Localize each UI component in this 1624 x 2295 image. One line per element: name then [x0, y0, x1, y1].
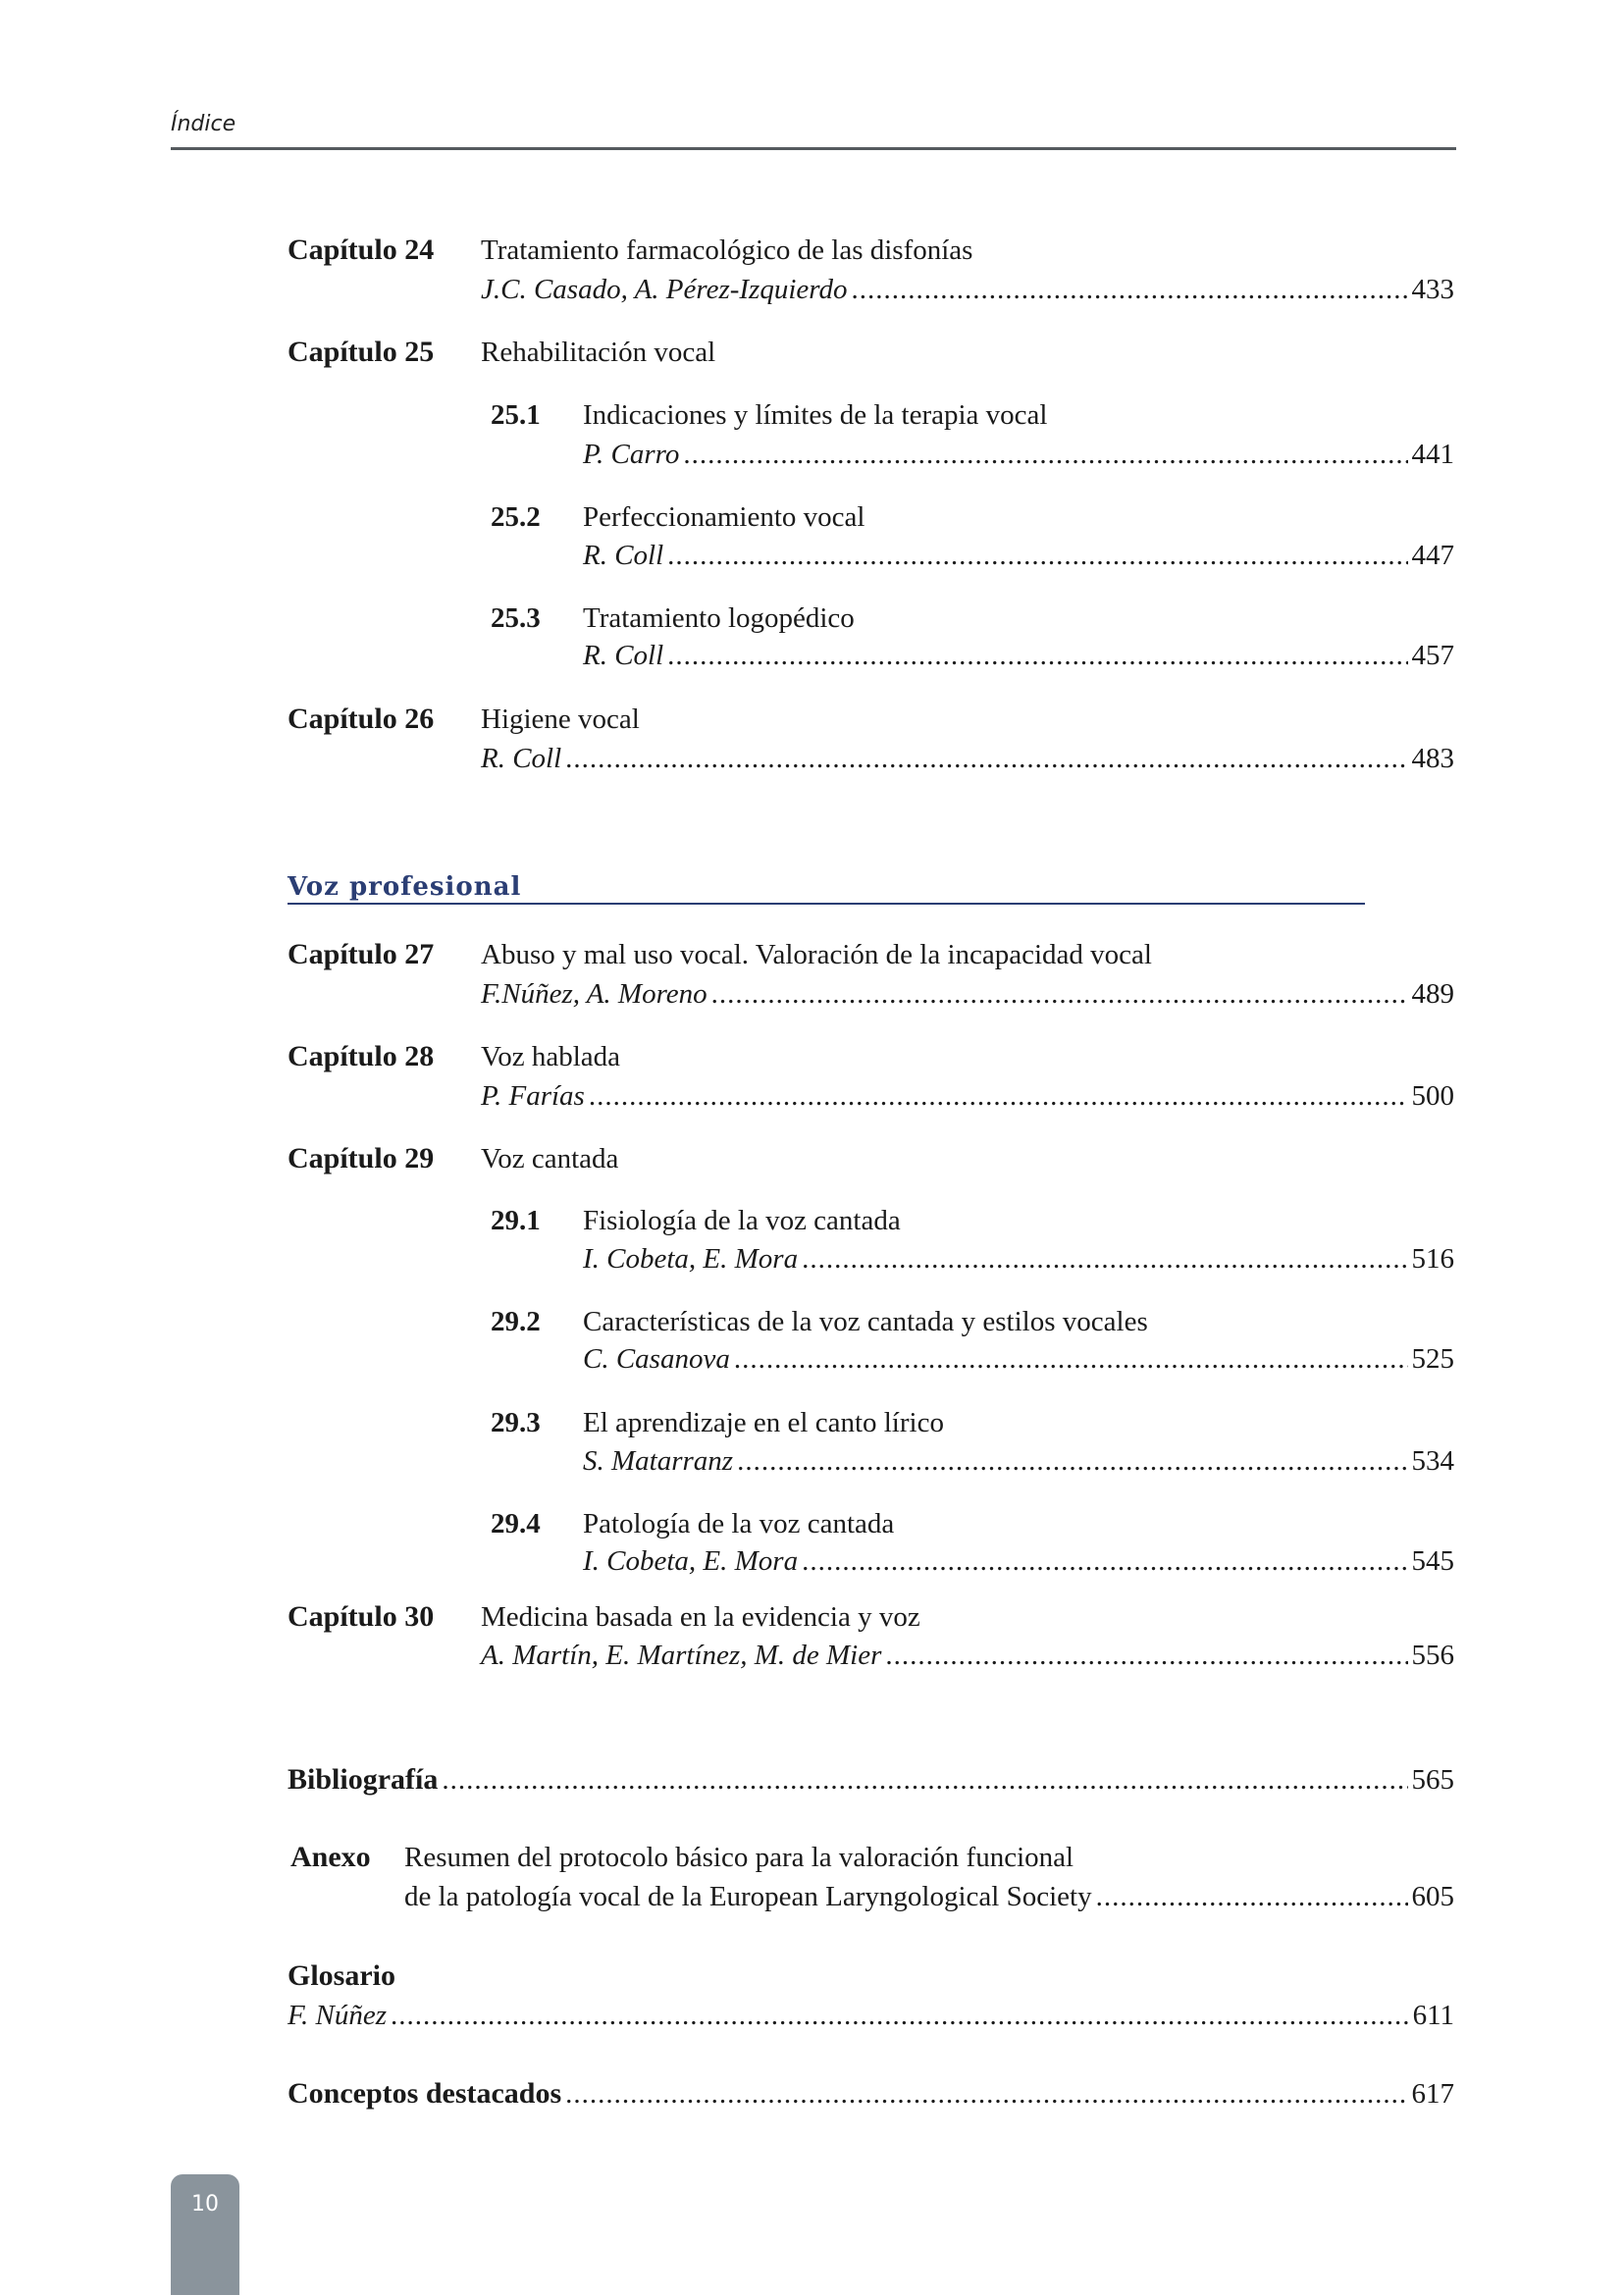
page-number: 565: [1411, 1764, 1454, 1796]
toc-entry-link[interactable]: [583, 438, 1454, 471]
anexo-label: Anexo: [290, 1841, 371, 1873]
chapter-title: Voz hablada: [481, 1041, 620, 1072]
section-number: 29.2: [491, 1306, 541, 1337]
section-number: 29.3: [491, 1407, 541, 1438]
bibliografia-label: Bibliografía: [288, 1763, 439, 1796]
glosario-label: Glosario: [288, 1959, 395, 1992]
section-title: Fisiología de la voz cantada: [583, 1205, 901, 1236]
dot-leader: [737, 1444, 1407, 1478]
dot-leader: [667, 639, 1407, 672]
section-title: Características de la voz cantada y estilos vocales: [583, 1306, 1148, 1337]
conceptos-label: Conceptos destacados: [288, 2077, 562, 2110]
dot-leader: [802, 1544, 1407, 1578]
dot-leader: [802, 1242, 1407, 1276]
anexo-entry[interactable]: [404, 1880, 1454, 1913]
page-number: 525: [1411, 1343, 1454, 1375]
bibliografia-entry[interactable]: [288, 1763, 1454, 1797]
running-header: [171, 112, 1456, 150]
section-title: Indicaciones y límites de la terapia vocal: [583, 399, 1048, 431]
chapter-author: F.Núñez, A. Moreno: [481, 978, 707, 1010]
chapter-author: R. Coll: [481, 743, 562, 774]
chapter-label: Capítulo 30: [288, 1600, 435, 1633]
page-number: 556: [1411, 1640, 1454, 1671]
glosario-entry[interactable]: [288, 1999, 1454, 2032]
page-number: 441: [1411, 439, 1454, 470]
page-number: 457: [1411, 640, 1454, 671]
section-author: I. Cobeta, E. Mora: [583, 1545, 799, 1577]
page-number: 500: [1411, 1080, 1454, 1112]
section-author: R. Coll: [583, 640, 664, 671]
dot-leader: [565, 742, 1407, 775]
chapter-author: A. Martín, E. Martínez, M. de Mier: [481, 1640, 882, 1671]
toc-entry-link[interactable]: [481, 977, 1454, 1011]
page-number-label: 10: [191, 2192, 219, 2217]
dot-leader: [442, 1763, 1407, 1797]
glosario-author: F. Núñez: [288, 2000, 387, 2031]
toc-entry-link[interactable]: [583, 1544, 1454, 1578]
page-number: 617: [1411, 2078, 1454, 2110]
chapter-label: Capítulo 25: [288, 336, 435, 368]
chapter-title: Voz cantada: [481, 1143, 619, 1174]
section-number: 29.4: [491, 1508, 541, 1539]
page-number-tab: [171, 2174, 239, 2295]
dot-leader: [885, 1639, 1407, 1672]
page-number: 611: [1412, 2000, 1454, 2031]
toc-entry-link[interactable]: [583, 1444, 1454, 1478]
chapter-label: Capítulo 26: [288, 703, 435, 735]
dot-leader: [711, 977, 1408, 1011]
section-author: S. Matarranz: [583, 1445, 734, 1477]
toc-entry-link[interactable]: [481, 1079, 1454, 1113]
header-title: Índice: [171, 112, 236, 136]
chapter-label: Capítulo 24: [288, 234, 435, 266]
section-number: 29.1: [491, 1205, 541, 1236]
page-number: 483: [1411, 743, 1454, 774]
chapter-author: P. Farías: [481, 1080, 585, 1112]
chapter-title: Rehabilitación vocal: [481, 337, 716, 368]
section-author: P. Carro: [583, 439, 680, 470]
section-title: Tratamiento logopédico: [583, 602, 855, 634]
section-author: C. Casanova: [583, 1343, 730, 1375]
section-number: 25.2: [491, 501, 541, 533]
chapter-author: J.C. Casado, A. Pérez-Izquierdo: [481, 274, 848, 305]
toc-entry-link[interactable]: [583, 1342, 1454, 1376]
dot-leader: [851, 273, 1407, 306]
toc-entry-link[interactable]: [583, 639, 1454, 672]
chapter-label: Capítulo 29: [288, 1142, 435, 1174]
chapter-label: Capítulo 28: [288, 1040, 435, 1072]
toc-entry-link[interactable]: [481, 742, 1454, 775]
dot-leader: [1096, 1880, 1408, 1913]
section-number: 25.3: [491, 602, 541, 634]
page-number: 489: [1411, 978, 1454, 1010]
section-author: R. Coll: [583, 540, 664, 571]
dot-leader: [565, 2077, 1407, 2111]
page-number: 605: [1411, 1881, 1454, 1912]
chapter-title: Medicina basada en la evidencia y voz: [481, 1601, 920, 1633]
section-heading: Voz profesional: [288, 871, 1365, 905]
section-title: Perfeccionamiento vocal: [583, 501, 865, 533]
anexo-title-line1: Resumen del protocolo básico para la valoración funcional: [404, 1842, 1074, 1873]
toc-entry-link[interactable]: [481, 273, 1454, 306]
dot-leader: [683, 438, 1407, 471]
dot-leader: [589, 1079, 1408, 1113]
chapter-title: Tratamiento farmacológico de las disfonías: [481, 235, 973, 266]
dot-leader: [667, 539, 1407, 572]
toc-entry-link[interactable]: [481, 1639, 1454, 1672]
toc-entry-link[interactable]: [583, 539, 1454, 572]
dot-leader: [734, 1342, 1408, 1376]
section-title: Patología de la voz cantada: [583, 1508, 895, 1539]
page-number: 433: [1411, 274, 1454, 305]
anexo-title-line2: de la patología vocal de la European Laryngological Society: [404, 1881, 1092, 1912]
section-number: 25.1: [491, 399, 541, 431]
chapter-title: Abuso y mal uso vocal. Valoración de la incapacidad vocal: [481, 939, 1152, 970]
conceptos-entry[interactable]: [288, 2077, 1454, 2111]
page-number: 516: [1411, 1243, 1454, 1275]
toc-entry-link[interactable]: [583, 1242, 1454, 1276]
page-number: 545: [1411, 1545, 1454, 1577]
page-number: 447: [1411, 540, 1454, 571]
dot-leader: [391, 1999, 1409, 2032]
section-title: El aprendizaje en el canto lírico: [583, 1407, 944, 1438]
page-number: 534: [1411, 1445, 1454, 1477]
chapter-title: Higiene vocal: [481, 704, 640, 735]
chapter-label: Capítulo 27: [288, 938, 435, 970]
section-author: I. Cobeta, E. Mora: [583, 1243, 799, 1275]
